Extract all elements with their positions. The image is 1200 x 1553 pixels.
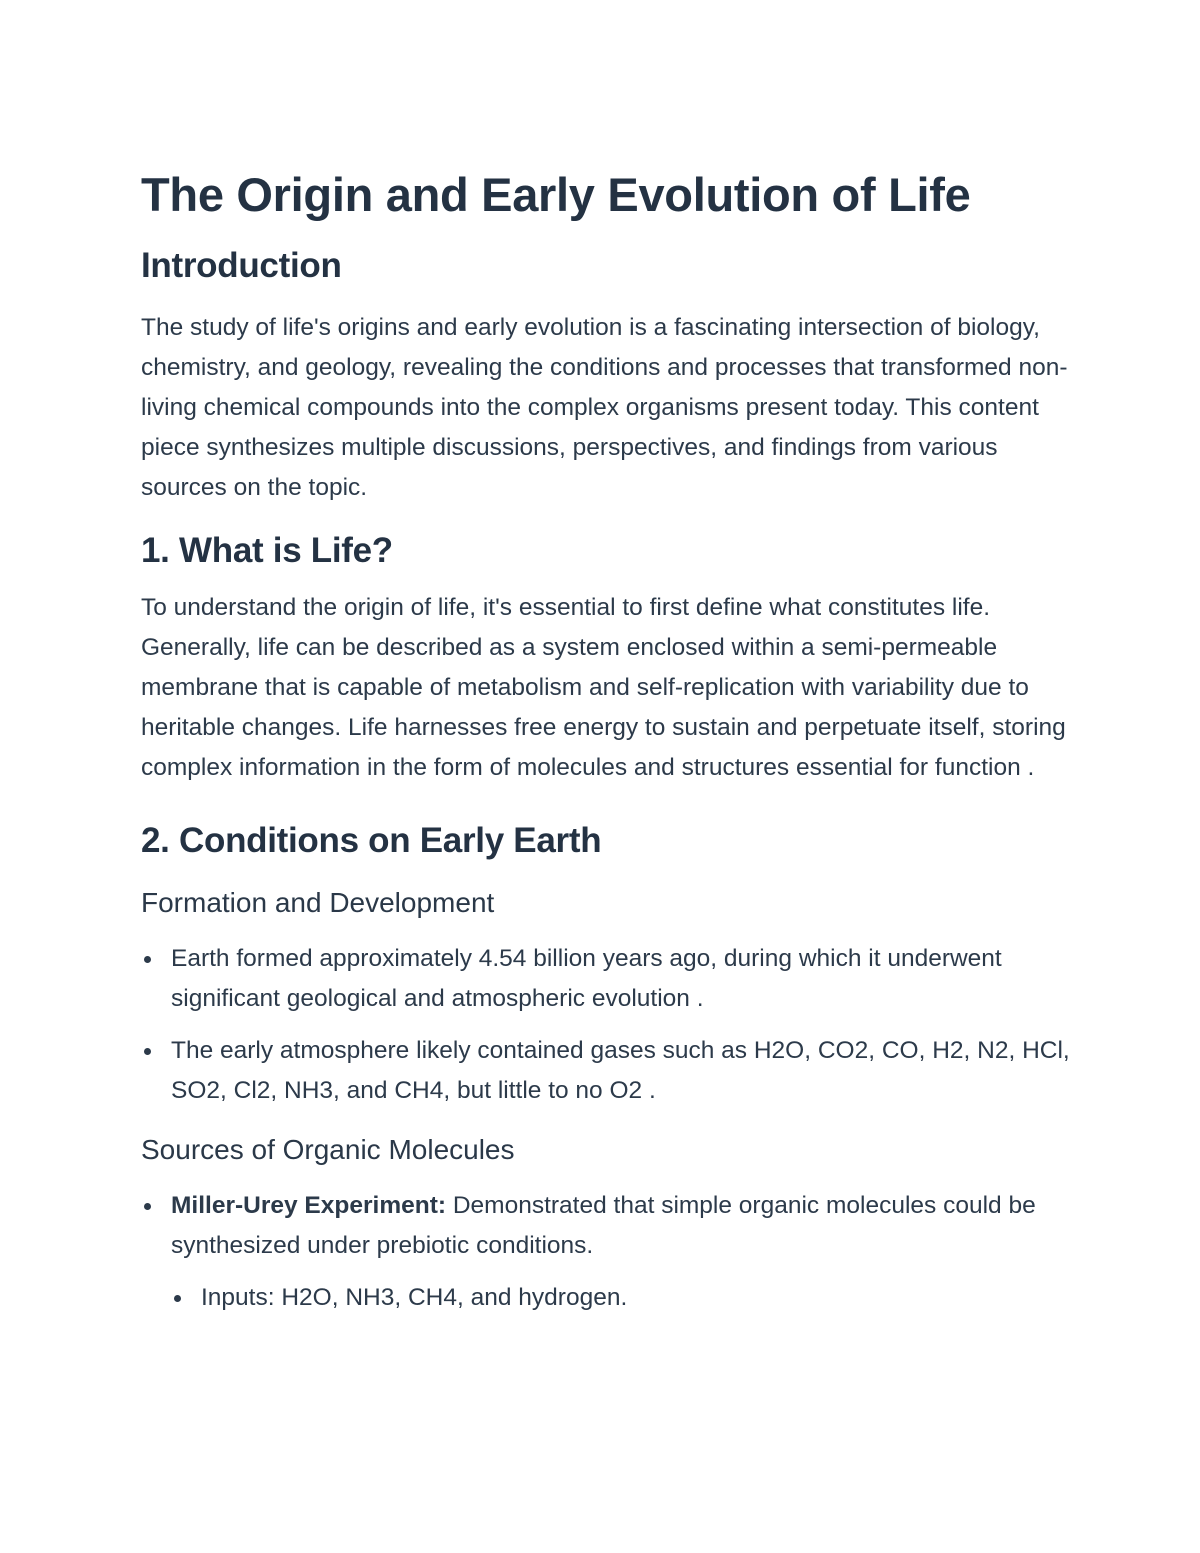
bullet-icon [174,1295,181,1302]
miller-urey-text: Demonstrated that simple organic molecules could be synthesized under prebiotic conditions. [171,1192,1036,1259]
list-item [141,939,1071,1019]
list-item [141,1031,1071,1111]
miller-urey-term: Miller-Urey Experiment: [171,1192,447,1219]
bullet-icon [144,1203,151,1210]
list-item [141,1278,1071,1318]
formation-subheading: Formation and Development [141,887,495,918]
list-item-text: The early atmosphere likely contained gases such as H2O, CO2, CO, H2, N2, HCl, SO2, Cl2, NH3, and CH4, but little to no O2 . [171,1037,1070,1104]
section-1-paragraph: To understand the origin of life, it's essential to first define what constitutes life. Generally, life can be described as a system enclosed within a semi-permeable membrane that is capable of metabolism and self-replication with variability due to heritable changes. Life harnesses free energy to sustain and perpetuate itself, storing complex information in the form of molecules and structures essential for function . [141,594,1066,781]
bullet-icon [144,1048,151,1055]
list-item-text: Inputs: H2O, NH3, CH4, and hydrogen. [201,1284,628,1311]
list-item [141,1186,1071,1266]
bullet-icon [144,956,151,963]
section-2-heading: 2. Conditions on Early Earth [141,821,602,860]
section-1-heading: 1. What is Life? [141,531,393,570]
document-page [141,160,1071,1318]
introduction-paragraph: The study of life's origins and early evolution is a fascinating intersection of biology, chemistry, and geology, revealing the conditions and processes that transformed non-living chemical compounds into the complex organisms present today. This content piece synthesizes multiple discussions, perspectives, and findings from various sources on the topic. [141,314,1068,501]
list-item-text: Earth formed approximately 4.54 billion years ago, during which it underwent significant geological and atmospheric evolution . [171,945,1002,1012]
formation-list [141,939,1071,1111]
introduction-heading: Introduction [141,246,342,285]
sources-list [141,1186,1071,1318]
document-title: The Origin and Early Evolution of Life [141,168,971,221]
sources-subheading: Sources of Organic Molecules [141,1134,515,1165]
